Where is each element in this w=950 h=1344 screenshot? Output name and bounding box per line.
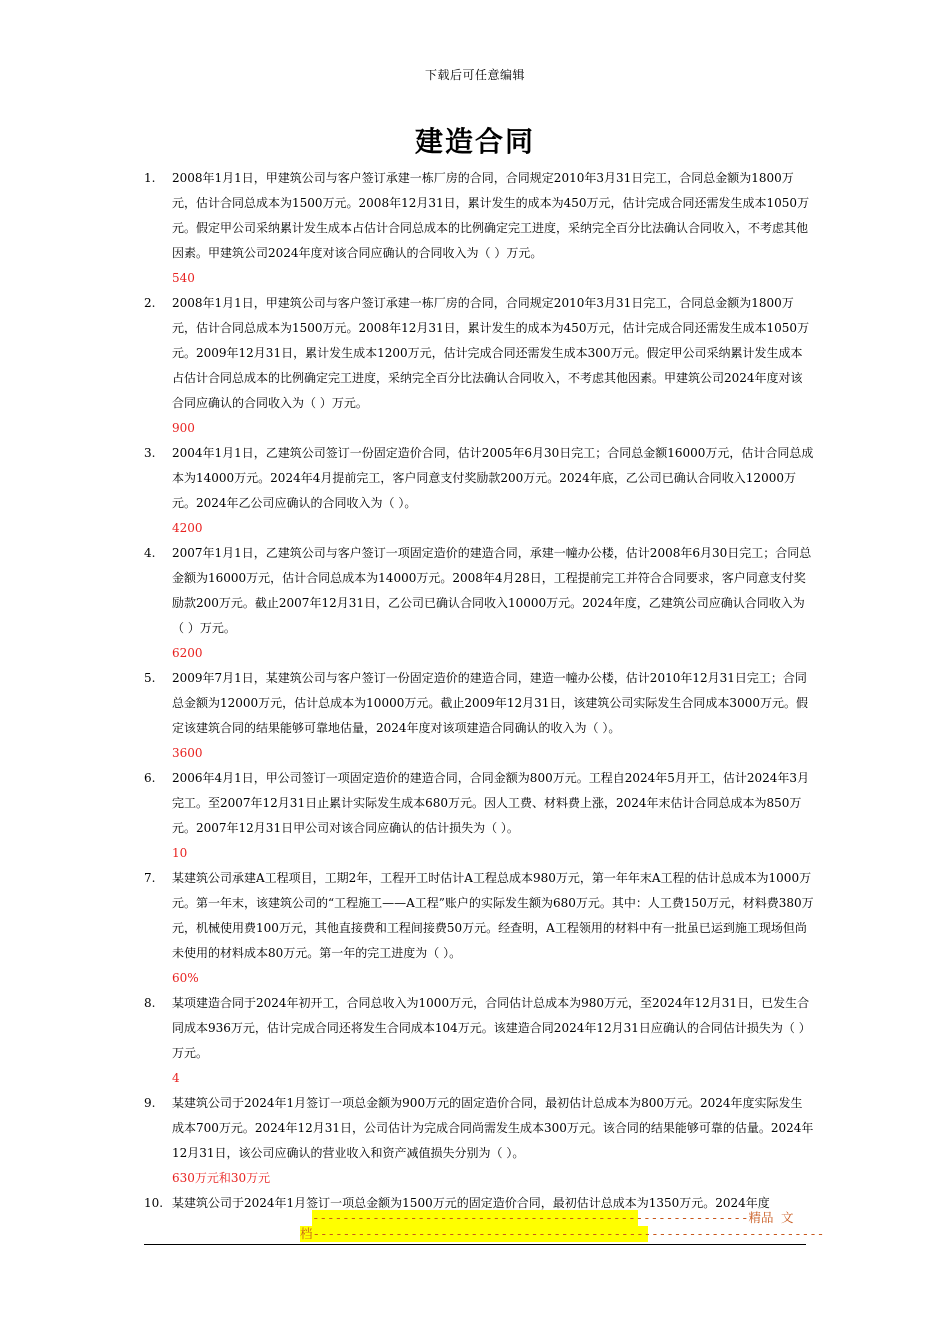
question-item [144, 166, 814, 291]
question-number: 3. [144, 446, 156, 460]
question-item [144, 291, 814, 441]
question-number: 10. [144, 1196, 164, 1210]
question-text: 某项建造合同于2024年初开工，合同总收入为1000万元，合同估计总成本为980万元，至2024年12月31日，已发生合同成本936万元，估计完成合同还将发生合同成本104万元。该建造合同2024年12月31日应确认的合同估计损失为（ ）万元。 [172, 996, 811, 1060]
footer-line-2: 档-------------------------------------------------------------------- [300, 1226, 825, 1241]
question-text: 某建筑公司承建A工程项目，工期2年，工程开工时估计A工程总成本980万元，第一年年末A工程的估计总成本为1000万元。第一年末，该建筑公司的“工程施工——A工程”账户的实际发生额为680万元。其中：人工费150万元，材料费380万元，机械使用费100万元，其他直接费和工程间接费50万元。经查明，A工程领用的材料中有一批虽已运到施工现场但尚未使用的材料成本80万元。第一年的完工进度为（ ）。 [172, 871, 814, 960]
question-item [144, 866, 814, 991]
question-number: 9. [144, 1096, 156, 1110]
answer-text: 4200 [172, 521, 203, 535]
question-item [144, 1091, 814, 1191]
question-number: 8. [144, 996, 156, 1010]
question-item [144, 441, 814, 541]
answer-text: 630万元和30万元 [172, 1171, 271, 1185]
question-text: 某建筑公司于2024年1月签订一项总金额为1500万元的固定造价合同，最初估计总成本为1350万元。2024年度 [172, 1196, 770, 1210]
question-number: 1. [144, 171, 156, 185]
question-text: 2007年1月1日，乙建筑公司与客户签订一项固定造价的建造合同，承建一幢办公楼，估计2008年6月30日完工；合同总金额为16000万元，估计合同总成本为14000万元。2008年4月28日，工程提前完工并符合合同要求，客户同意支付奖励款200万元。截止2007年12月31日，乙公司已确认合同收入10000万元。2024年度，乙建筑公司应确认合同收入为（ ）万元。 [172, 546, 812, 635]
answer-text: 900 [172, 421, 195, 435]
answer-text: 4 [172, 1071, 180, 1085]
question-item [144, 991, 814, 1091]
document-title: 建造合同 [414, 125, 535, 158]
question-item [144, 766, 814, 866]
question-text: 2008年1月1日，甲建筑公司与客户签订承建一栋厂房的合同，合同规定2010年3月31日完工，合同总金额为1800万元，估计合同总成本为1500万元。2008年12月31日，累计发生的成本为450万元，估计完成合同还需发生成本1050万元。2009年12月31日，累计发生成本1200万元，估计完成合同还需发生成本300万元。假定甲公司采纳累计发生成本占估计合同总成本的比例确定完工进度，采纳完全百分比法确认合同收入，不考虑其他因素。甲建筑公司2024年度对该合同应确认的合同收入为（ ）万元。 [172, 296, 810, 410]
page-header: 下载后可任意编辑 [424, 68, 525, 82]
question-number: 4. [144, 546, 156, 560]
question-text: 2006年4月1日，甲公司签订一项固定造价的建造合同，合同金额为800万元。工程自2024年5月开工，估计2024年3月完工。至2007年12月31日止累计实际发生成本680万元。因人工费、材料费上涨，2024年末估计合同总成本为850万元。2007年12月31日甲公司对该合同应确认的估计损失为（ ）。 [172, 771, 810, 835]
answer-text: 6200 [172, 646, 203, 660]
question-text: 某建筑公司于2024年1月签订一项总金额为900万元的固定造价合同，最初估计总成本为800万元。2024年度实际发生成本700万元。2024年12月31日，公司估计为完成合同尚需发生成本300万元。该合同的结果能够可靠的估量。2024年12月31日，该公司应确认的营业收入和资产减值损失分别为（ ）。 [172, 1096, 814, 1160]
question-number: 5. [144, 671, 156, 685]
question-text: 2008年1月1日，甲建筑公司与客户签订承建一栋厂房的合同，合同规定2010年3月31日完工，合同总金额为1800万元，估计合同总成本为1500万元。2008年12月31日，累计发生的成本为450万元，估计完成合同还需发生成本1050万元。假定甲公司采纳累计发生成本占估计合同总成本的比例确定完工进度，采纳完全百分比法确认合同收入，不考虑其他因素。甲建筑公司2024年度对该合同应确认的合同收入为（ ）万元。 [172, 171, 810, 260]
question-text: 2009年7月1日，某建筑公司与客户签订一份固定造价的建造合同，建造一幢办公楼，估计2010年12月31日完工；合同总金额为12000万元，估计总成本为10000万元。截止2009年12月31日，该建筑公司实际发生合同成本3000万元。假定该建筑合同的结果能够可靠地估量，2024年度对该项建造合同确认的收入为（ ）。 [172, 671, 808, 735]
footer-divider [144, 1244, 806, 1245]
answer-text: 540 [172, 271, 195, 285]
answer-text: 10 [172, 846, 188, 860]
question-item [144, 666, 814, 766]
answer-text: 60% [172, 971, 199, 985]
footer-line-1: ----------------------------------------------------------精品 文 [312, 1210, 794, 1225]
question-item [144, 541, 814, 666]
question-number: 2. [144, 296, 156, 310]
question-number: 7. [144, 871, 156, 885]
question-number: 6. [144, 771, 156, 785]
page-footer [300, 1210, 825, 1242]
question-list [144, 166, 814, 1216]
answer-text: 3600 [172, 746, 203, 760]
question-text: 2004年1月1日，乙建筑公司签订一份固定造价合同，估计2005年6月30日完工；合同总金额16000万元，估计合同总成本为14000万元。2024年4月提前完工，客户同意支付奖励款200万元。2024年底，乙公司已确认合同收入12000万元。2024年乙公司应确认的合同收入为（ ）。 [172, 446, 814, 510]
